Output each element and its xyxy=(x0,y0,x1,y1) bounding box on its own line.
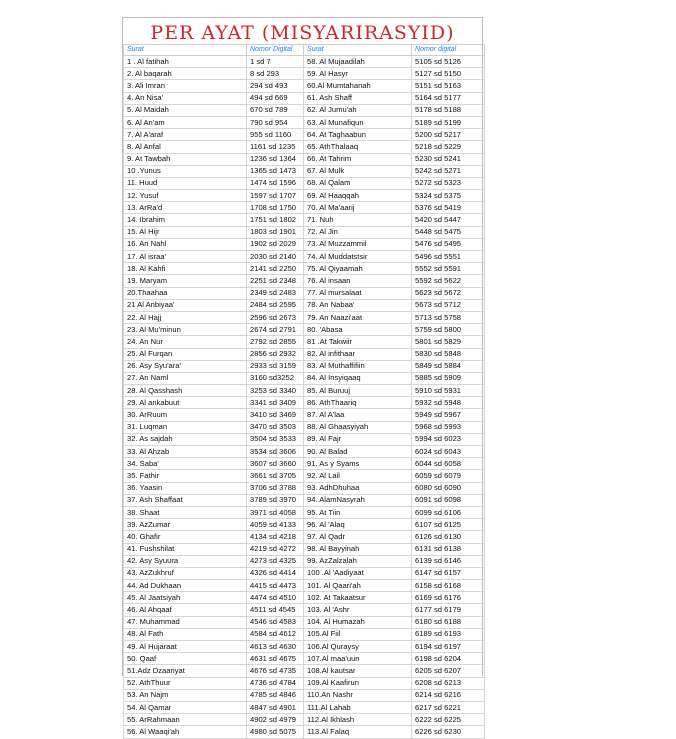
surah-name-cell: 86. AthThaariq xyxy=(304,397,412,409)
digital-range-cell: 5885 sd 5909 xyxy=(412,372,485,384)
digital-range-cell: 2030 sd 2140 xyxy=(247,251,304,263)
digital-range-cell: 5673 sd 5712 xyxy=(412,299,485,311)
table-row xyxy=(124,311,485,323)
digital-range-cell: 5830 sd 5848 xyxy=(412,348,485,360)
surah-name-cell: 8. Al Anfal xyxy=(124,141,247,153)
digital-range-cell: 3789 sd 3970 xyxy=(247,494,304,506)
digital-range-cell: 6194 sd 6197 xyxy=(412,641,485,653)
surah-name-cell: 33. Al Ahzab xyxy=(124,446,247,458)
digital-range-cell: 5496 sd 5551 xyxy=(412,251,485,263)
digital-range-cell: 6131 sd 6138 xyxy=(412,543,485,555)
table-row xyxy=(124,226,485,238)
surah-name-cell: 62. Al Jumu'ah xyxy=(304,104,412,116)
surah-index-sheet xyxy=(122,17,483,736)
table-row xyxy=(124,689,485,701)
surah-name-cell: 30. ArRuum xyxy=(124,409,247,421)
table-row xyxy=(124,324,485,336)
digital-range-cell: 6080 sd 6090 xyxy=(412,482,485,494)
header-surat-right: Surat xyxy=(304,45,412,56)
digital-range-cell: 3971 sd 4058 xyxy=(247,506,304,518)
surah-name-cell: 40. Ghafir xyxy=(124,531,247,543)
surah-name-cell: 7. Al A'araf xyxy=(124,129,247,141)
digital-range-cell: 4847 sd 4901 xyxy=(247,701,304,713)
digital-range-cell: 1902 sd 2029 xyxy=(247,238,304,250)
table-row xyxy=(124,129,485,141)
digital-range-cell: 3470 sd 3503 xyxy=(247,421,304,433)
surah-name-cell: 54. Al Qamar xyxy=(124,701,247,713)
surah-name-cell: 82. Al infithaar xyxy=(304,348,412,360)
digital-range-cell: 5200 sd 5217 xyxy=(412,129,485,141)
surah-table xyxy=(123,44,485,739)
surah-name-cell: 13. ArRa'd xyxy=(124,202,247,214)
surah-name-cell: 29. Al ankabuut xyxy=(124,397,247,409)
surah-name-cell: 98. Al Bayyinah xyxy=(304,543,412,555)
surah-name-cell: 90. Al Balad xyxy=(304,446,412,458)
digital-range-cell: 3253 sd 3340 xyxy=(247,385,304,397)
surah-name-cell: 22. Al Hajj xyxy=(124,311,247,323)
surah-name-cell: 58. Al Mujaadilah xyxy=(304,56,412,68)
surah-name-cell: 14. Ibrahim xyxy=(124,214,247,226)
surah-name-cell: 75. Al Qiyaamah xyxy=(304,263,412,275)
surah-name-cell: 41. Fushshilat xyxy=(124,543,247,555)
digital-range-cell: 4546 sd 4583 xyxy=(247,616,304,628)
table-row xyxy=(124,275,485,287)
surah-name-cell: 36. Yaasin xyxy=(124,482,247,494)
surah-name-cell: 15. Al Hijr xyxy=(124,226,247,238)
surah-name-cell: 6. Al An'am xyxy=(124,116,247,128)
digital-range-cell: 5230 sd 5241 xyxy=(412,153,485,165)
surah-name-cell: 84. Al Insyiqaaq xyxy=(304,372,412,384)
table-row xyxy=(124,287,485,299)
surah-name-cell: 96. Al 'Alaq xyxy=(304,519,412,531)
digital-range-cell: 955 sd 1160 xyxy=(247,129,304,141)
digital-range-cell: 2792 sd 2855 xyxy=(247,336,304,348)
header-surat-left: Surat xyxy=(124,45,247,56)
surah-name-cell: 100 .Al 'Aadiyaat xyxy=(304,567,412,579)
digital-range-cell: 1751 sd 1802 xyxy=(247,214,304,226)
surah-name-cell: 109.Al Kaafirun xyxy=(304,677,412,689)
digital-range-cell: 6177 sd 6179 xyxy=(412,604,485,616)
surah-name-cell: 85. Al Buruuj xyxy=(304,385,412,397)
digital-range-cell: 5759 sd 5800 xyxy=(412,324,485,336)
table-row xyxy=(124,299,485,311)
table-row xyxy=(124,641,485,653)
surah-name-cell: 67. Al Mulk xyxy=(304,165,412,177)
digital-range-cell: 1597 sd 1707 xyxy=(247,190,304,202)
surah-name-cell: 106.Al Quraysy xyxy=(304,641,412,653)
surah-name-cell: 25. Al Furqan xyxy=(124,348,247,360)
surah-name-cell: 105.Al Fiil xyxy=(304,628,412,640)
digital-range-cell: 5376 sd 5419 xyxy=(412,202,485,214)
digital-range-cell: 5189 sd 5199 xyxy=(412,116,485,128)
digital-range-cell: 5151 sd 5163 xyxy=(412,80,485,92)
surah-name-cell: 73. Al Muzzammil xyxy=(304,238,412,250)
table-row xyxy=(124,421,485,433)
digital-range-cell: 4415 sd 4473 xyxy=(247,580,304,592)
digital-range-cell: 5713 sd 5758 xyxy=(412,311,485,323)
surah-name-cell: 21 Al Anbiyaa' xyxy=(124,299,247,311)
digital-range-cell: 6024 sd 6043 xyxy=(412,446,485,458)
surah-name-cell: 104. Al Humazah xyxy=(304,616,412,628)
digital-range-cell: 5849 sd 5884 xyxy=(412,360,485,372)
digital-range-cell: 6226 sd 6230 xyxy=(412,726,485,738)
table-row xyxy=(124,701,485,713)
surah-name-cell: 46. Al Ahqaaf xyxy=(124,604,247,616)
surah-name-cell: 19. Maryam xyxy=(124,275,247,287)
surah-name-cell: 32. As sajdah xyxy=(124,433,247,445)
digital-range-cell: 6147 sd 6157 xyxy=(412,567,485,579)
digital-range-cell: 4511 sd 4545 xyxy=(247,604,304,616)
digital-range-cell: 6222 sd 6225 xyxy=(412,714,485,726)
digital-range-cell: 2349 sd 2483 xyxy=(247,287,304,299)
surah-name-cell: 3. Ali Imran xyxy=(124,80,247,92)
digital-range-cell: 4584 sd 4612 xyxy=(247,628,304,640)
header-nomor-digital-right: Nomor digital xyxy=(412,45,485,56)
table-row xyxy=(124,531,485,543)
surah-name-cell: 66. At Tahrim xyxy=(304,153,412,165)
table-row xyxy=(124,56,485,68)
table-row xyxy=(124,726,485,738)
surah-name-cell: 53. An Najm xyxy=(124,689,247,701)
surah-name-cell: 49. Al Hujaraat xyxy=(124,641,247,653)
table-row xyxy=(124,360,485,372)
table-row xyxy=(124,92,485,104)
digital-range-cell: 4676 sd 4735 xyxy=(247,665,304,677)
table-row xyxy=(124,665,485,677)
surah-name-cell: 108.Al kautsar xyxy=(304,665,412,677)
surah-name-cell: 103. Al 'Ashr xyxy=(304,604,412,616)
table-row xyxy=(124,519,485,531)
table-row xyxy=(124,714,485,726)
digital-range-cell: 4273 sd 4325 xyxy=(247,555,304,567)
surah-name-cell: 91. As y Syams xyxy=(304,458,412,470)
digital-range-cell: 3534 sd 3606 xyxy=(247,446,304,458)
table-row xyxy=(124,470,485,482)
surah-name-cell: 43. AzZukhruf xyxy=(124,567,247,579)
table-row xyxy=(124,409,485,421)
digital-range-cell: 6189 sd 6193 xyxy=(412,628,485,640)
table-row xyxy=(124,80,485,92)
digital-range-cell: 5932 sd 5948 xyxy=(412,397,485,409)
surah-name-cell: 68. Al Qalam xyxy=(304,177,412,189)
table-row xyxy=(124,251,485,263)
digital-range-cell: 6158 sd 6168 xyxy=(412,580,485,592)
digital-range-cell: 6217 sd 6221 xyxy=(412,701,485,713)
surah-name-cell: 9. At Tawbah xyxy=(124,153,247,165)
digital-range-cell: 5801 sd 5829 xyxy=(412,336,485,348)
table-row xyxy=(124,165,485,177)
surah-name-cell: 107.Al maa'uun xyxy=(304,653,412,665)
digital-range-cell: 5592 sd 5622 xyxy=(412,275,485,287)
digital-range-cell: 1161 sd 1235 xyxy=(247,141,304,153)
table-row xyxy=(124,263,485,275)
surah-name-cell: 24. An Nur xyxy=(124,336,247,348)
surah-name-cell: 12. Yusuf xyxy=(124,190,247,202)
table-row xyxy=(124,616,485,628)
digital-range-cell: 3661 sd 3705 xyxy=(247,470,304,482)
digital-range-cell: 6059 sd 6079 xyxy=(412,470,485,482)
table-row xyxy=(124,653,485,665)
digital-range-cell: 2596 sd 2673 xyxy=(247,311,304,323)
header-row xyxy=(124,45,485,56)
surah-name-cell: 95. At Tiin xyxy=(304,506,412,518)
surah-name-cell: 52. AthThuur xyxy=(124,677,247,689)
surah-name-cell: 94. AlamNasyrah xyxy=(304,494,412,506)
digital-range-cell: 5420 sd 5447 xyxy=(412,214,485,226)
digital-range-cell: 6208 sd 6213 xyxy=(412,677,485,689)
digital-range-cell: 5218 sd 5229 xyxy=(412,141,485,153)
surah-name-cell: 101. Al Qaari'ah xyxy=(304,580,412,592)
surah-name-cell: 16. An Nahl xyxy=(124,238,247,250)
digital-range-cell: 5476 sd 5495 xyxy=(412,238,485,250)
surah-name-cell: 69. Al Haaqqah xyxy=(304,190,412,202)
surah-name-cell: 18. Al Kahfi xyxy=(124,263,247,275)
surah-name-cell: 71. Nuh xyxy=(304,214,412,226)
table-row xyxy=(124,153,485,165)
surah-name-cell: 89. Al Fajr xyxy=(304,433,412,445)
table-row xyxy=(124,604,485,616)
table-row xyxy=(124,592,485,604)
digital-range-cell: 2933 sd 3159 xyxy=(247,360,304,372)
digital-range-cell: 4785 sd 4846 xyxy=(247,689,304,701)
digital-range-cell: 3341 sd 3409 xyxy=(247,397,304,409)
digital-range-cell: 6126 sd 6130 xyxy=(412,531,485,543)
surah-name-cell: 45. Al Jaatsiyah xyxy=(124,592,247,604)
surah-name-cell: 110.An Nashr xyxy=(304,689,412,701)
table-row xyxy=(124,580,485,592)
surah-name-cell: 51.Adz Dzaariyat xyxy=(124,665,247,677)
digital-range-cell: 494 sd 669 xyxy=(247,92,304,104)
surah-name-cell: 99. AzZalzalah xyxy=(304,555,412,567)
surah-name-cell: 112.Al Ikhlash xyxy=(304,714,412,726)
surah-name-cell: 34. Saba' xyxy=(124,458,247,470)
table-row xyxy=(124,202,485,214)
surah-name-cell: 56. Al Waaqi'ah xyxy=(124,726,247,738)
table-row xyxy=(124,214,485,226)
digital-range-cell: 790 sd 954 xyxy=(247,116,304,128)
surah-name-cell: 64. At Taghaabun xyxy=(304,129,412,141)
surah-name-cell: 44. Ad Dukhaan xyxy=(124,580,247,592)
table-row xyxy=(124,567,485,579)
digital-range-cell: 6044 sd 6058 xyxy=(412,458,485,470)
digital-range-cell: 1708 sd 1750 xyxy=(247,202,304,214)
digital-range-cell: 6198 sd 6204 xyxy=(412,653,485,665)
surah-name-cell: 102. At Takaatsur xyxy=(304,592,412,604)
digital-range-cell: 1 sd 7 xyxy=(247,56,304,68)
digital-range-cell: 1365 sd 1473 xyxy=(247,165,304,177)
digital-range-cell: 1803 sd 1901 xyxy=(247,226,304,238)
surah-name-cell: 20.Thaahaa xyxy=(124,287,247,299)
table-row xyxy=(124,141,485,153)
digital-range-cell: 6139 sd 6146 xyxy=(412,555,485,567)
digital-range-cell: 5105 sd 5126 xyxy=(412,56,485,68)
table-row xyxy=(124,190,485,202)
table-row xyxy=(124,336,485,348)
digital-range-cell: 5552 sd 5591 xyxy=(412,263,485,275)
surah-name-cell: 80. 'Abasa xyxy=(304,324,412,336)
surah-name-cell: 83. Al Muthaffifiin xyxy=(304,360,412,372)
digital-range-cell: 4326 sd 4414 xyxy=(247,567,304,579)
table-row xyxy=(124,677,485,689)
surah-name-cell: 92. Al Lail xyxy=(304,470,412,482)
table-row xyxy=(124,385,485,397)
surah-name-cell: 63. Al Munafiqun xyxy=(304,116,412,128)
surah-name-cell: 93. AdhDhuhaa xyxy=(304,482,412,494)
surah-name-cell: 27. An Naml xyxy=(124,372,247,384)
surah-name-cell: 59. Al Hasyr xyxy=(304,68,412,80)
surah-name-cell: 48. Al Fath xyxy=(124,628,247,640)
surah-name-cell: 28. Al Qasshash xyxy=(124,385,247,397)
digital-range-cell: 5623 sd 5672 xyxy=(412,287,485,299)
digital-range-cell: 6205 sd 6207 xyxy=(412,665,485,677)
surah-name-cell: 60.Al Mumtahanah xyxy=(304,80,412,92)
digital-range-cell: 6099 sd 6106 xyxy=(412,506,485,518)
table-row xyxy=(124,104,485,116)
digital-range-cell: 670 sd 789 xyxy=(247,104,304,116)
surah-name-cell: 1 . Al fatihah xyxy=(124,56,247,68)
surah-name-cell: 35. Fathir xyxy=(124,470,247,482)
page-title: PER AYAT (MISYARIRASYID) xyxy=(150,22,455,44)
digital-range-cell: 5949 sd 5967 xyxy=(412,409,485,421)
table-row xyxy=(124,494,485,506)
surah-name-cell: 70. Al Ma'aarij xyxy=(304,202,412,214)
table-row xyxy=(124,433,485,445)
digital-range-cell: 3160 sd3252 xyxy=(247,372,304,384)
digital-range-cell: 4631 sd 4675 xyxy=(247,653,304,665)
surah-name-cell: 61. Ash Shaff xyxy=(304,92,412,104)
digital-range-cell: 294 sd 493 xyxy=(247,80,304,92)
digital-range-cell: 6107 sd 6125 xyxy=(412,519,485,531)
surah-name-cell: 65. AthThalaaq xyxy=(304,141,412,153)
surah-name-cell: 42. Asy Syuura xyxy=(124,555,247,567)
table-row xyxy=(124,628,485,640)
digital-range-cell: 5968 sd 5993 xyxy=(412,421,485,433)
surah-name-cell: 77. Al mursalaat xyxy=(304,287,412,299)
digital-range-cell: 5910 sd 5931 xyxy=(412,385,485,397)
digital-range-cell: 5178 sd 5188 xyxy=(412,104,485,116)
surah-name-cell: 2. Al baqarah xyxy=(124,68,247,80)
table-row xyxy=(124,446,485,458)
digital-range-cell: 5324 sd 5375 xyxy=(412,190,485,202)
digital-range-cell: 4736 sd 4784 xyxy=(247,677,304,689)
surah-name-cell: 31. Luqman xyxy=(124,421,247,433)
table-row xyxy=(124,506,485,518)
digital-range-cell: 6091 sd 6098 xyxy=(412,494,485,506)
surah-name-cell: 113.Al Falaq xyxy=(304,726,412,738)
digital-range-cell: 5164 sd 5177 xyxy=(412,92,485,104)
digital-range-cell: 4902 sd 4979 xyxy=(247,714,304,726)
table-row xyxy=(124,177,485,189)
table-row xyxy=(124,116,485,128)
surah-name-cell: 111.Al Lahab xyxy=(304,701,412,713)
surah-name-cell: 78. An Nabaa' xyxy=(304,299,412,311)
surah-name-cell: 47. Muhammad xyxy=(124,616,247,628)
surah-name-cell: 4. An Nisa' xyxy=(124,92,247,104)
digital-range-cell: 1474 sd 1596 xyxy=(247,177,304,189)
digital-range-cell: 2251 sd 2348 xyxy=(247,275,304,287)
digital-range-cell: 4980 sd 5075 xyxy=(247,726,304,738)
surah-name-cell: 5. Al Maidah xyxy=(124,104,247,116)
table-row xyxy=(124,555,485,567)
digital-range-cell: 2856 sd 2932 xyxy=(247,348,304,360)
digital-range-cell: 5127 sd 5150 xyxy=(412,68,485,80)
table-row xyxy=(124,458,485,470)
digital-range-cell: 2674 sd 2791 xyxy=(247,324,304,336)
surah-name-cell: 11. Huud xyxy=(124,177,247,189)
digital-range-cell: 4134 sd 4218 xyxy=(247,531,304,543)
digital-range-cell: 5272 sd 5323 xyxy=(412,177,485,189)
surah-name-cell: 97. Al Qadr xyxy=(304,531,412,543)
surah-name-cell: 88. Al Ghaasyiyah xyxy=(304,421,412,433)
table-row xyxy=(124,68,485,80)
surah-name-cell: 79. An Naazi'aat xyxy=(304,311,412,323)
digital-range-cell: 5242 sd 5271 xyxy=(412,165,485,177)
digital-range-cell: 5994 sd 6023 xyxy=(412,433,485,445)
digital-range-cell: 2141 sd 2250 xyxy=(247,263,304,275)
table-row xyxy=(124,482,485,494)
table-row xyxy=(124,238,485,250)
surah-name-cell: 55. ArRahmaan xyxy=(124,714,247,726)
surah-name-cell: 81 .At Takwiir xyxy=(304,336,412,348)
digital-range-cell: 3607 sd 3660 xyxy=(247,458,304,470)
surah-name-cell: 87. Al A'laa xyxy=(304,409,412,421)
digital-range-cell: 3410 sd 3469 xyxy=(247,409,304,421)
table-row xyxy=(124,543,485,555)
digital-range-cell: 4613 sd 4630 xyxy=(247,641,304,653)
surah-name-cell: 74. Al Muddatstsir xyxy=(304,251,412,263)
table-row xyxy=(124,372,485,384)
surah-name-cell: 76. Al insaan xyxy=(304,275,412,287)
digital-range-cell: 5448 sd 5475 xyxy=(412,226,485,238)
digital-range-cell: 4474 sd 4510 xyxy=(247,592,304,604)
surah-name-cell: 10 .Yunus xyxy=(124,165,247,177)
digital-range-cell: 4059 sd 4133 xyxy=(247,519,304,531)
digital-range-cell: 4219 sd 4272 xyxy=(247,543,304,555)
surah-name-cell: 50. Qaaf xyxy=(124,653,247,665)
surah-name-cell: 38. Shaat xyxy=(124,506,247,518)
digital-range-cell: 3504 sd 3533 xyxy=(247,433,304,445)
surah-name-cell: 72. Al Jin xyxy=(304,226,412,238)
digital-range-cell: 6180 sd 6188 xyxy=(412,616,485,628)
digital-range-cell: 1236 sd 1364 xyxy=(247,153,304,165)
surah-name-cell: 39. AzZumar xyxy=(124,519,247,531)
table-row xyxy=(124,397,485,409)
surah-name-cell: 37. Ash Shaffaat xyxy=(124,494,247,506)
digital-range-cell: 6169 sd 6176 xyxy=(412,592,485,604)
digital-range-cell: 6214 sd 6216 xyxy=(412,689,485,701)
digital-range-cell: 8 sd 293 xyxy=(247,68,304,80)
header-nomor-digital-left: Nomor Digital xyxy=(247,45,304,56)
digital-range-cell: 3706 sd 3788 xyxy=(247,482,304,494)
digital-range-cell: 2484 sd 2595 xyxy=(247,299,304,311)
table-row xyxy=(124,348,485,360)
surah-name-cell: 26. Asy Syu'ara' xyxy=(124,360,247,372)
surah-name-cell: 23. Al Mu'minun xyxy=(124,324,247,336)
surah-name-cell: 17. Al israa' xyxy=(124,251,247,263)
